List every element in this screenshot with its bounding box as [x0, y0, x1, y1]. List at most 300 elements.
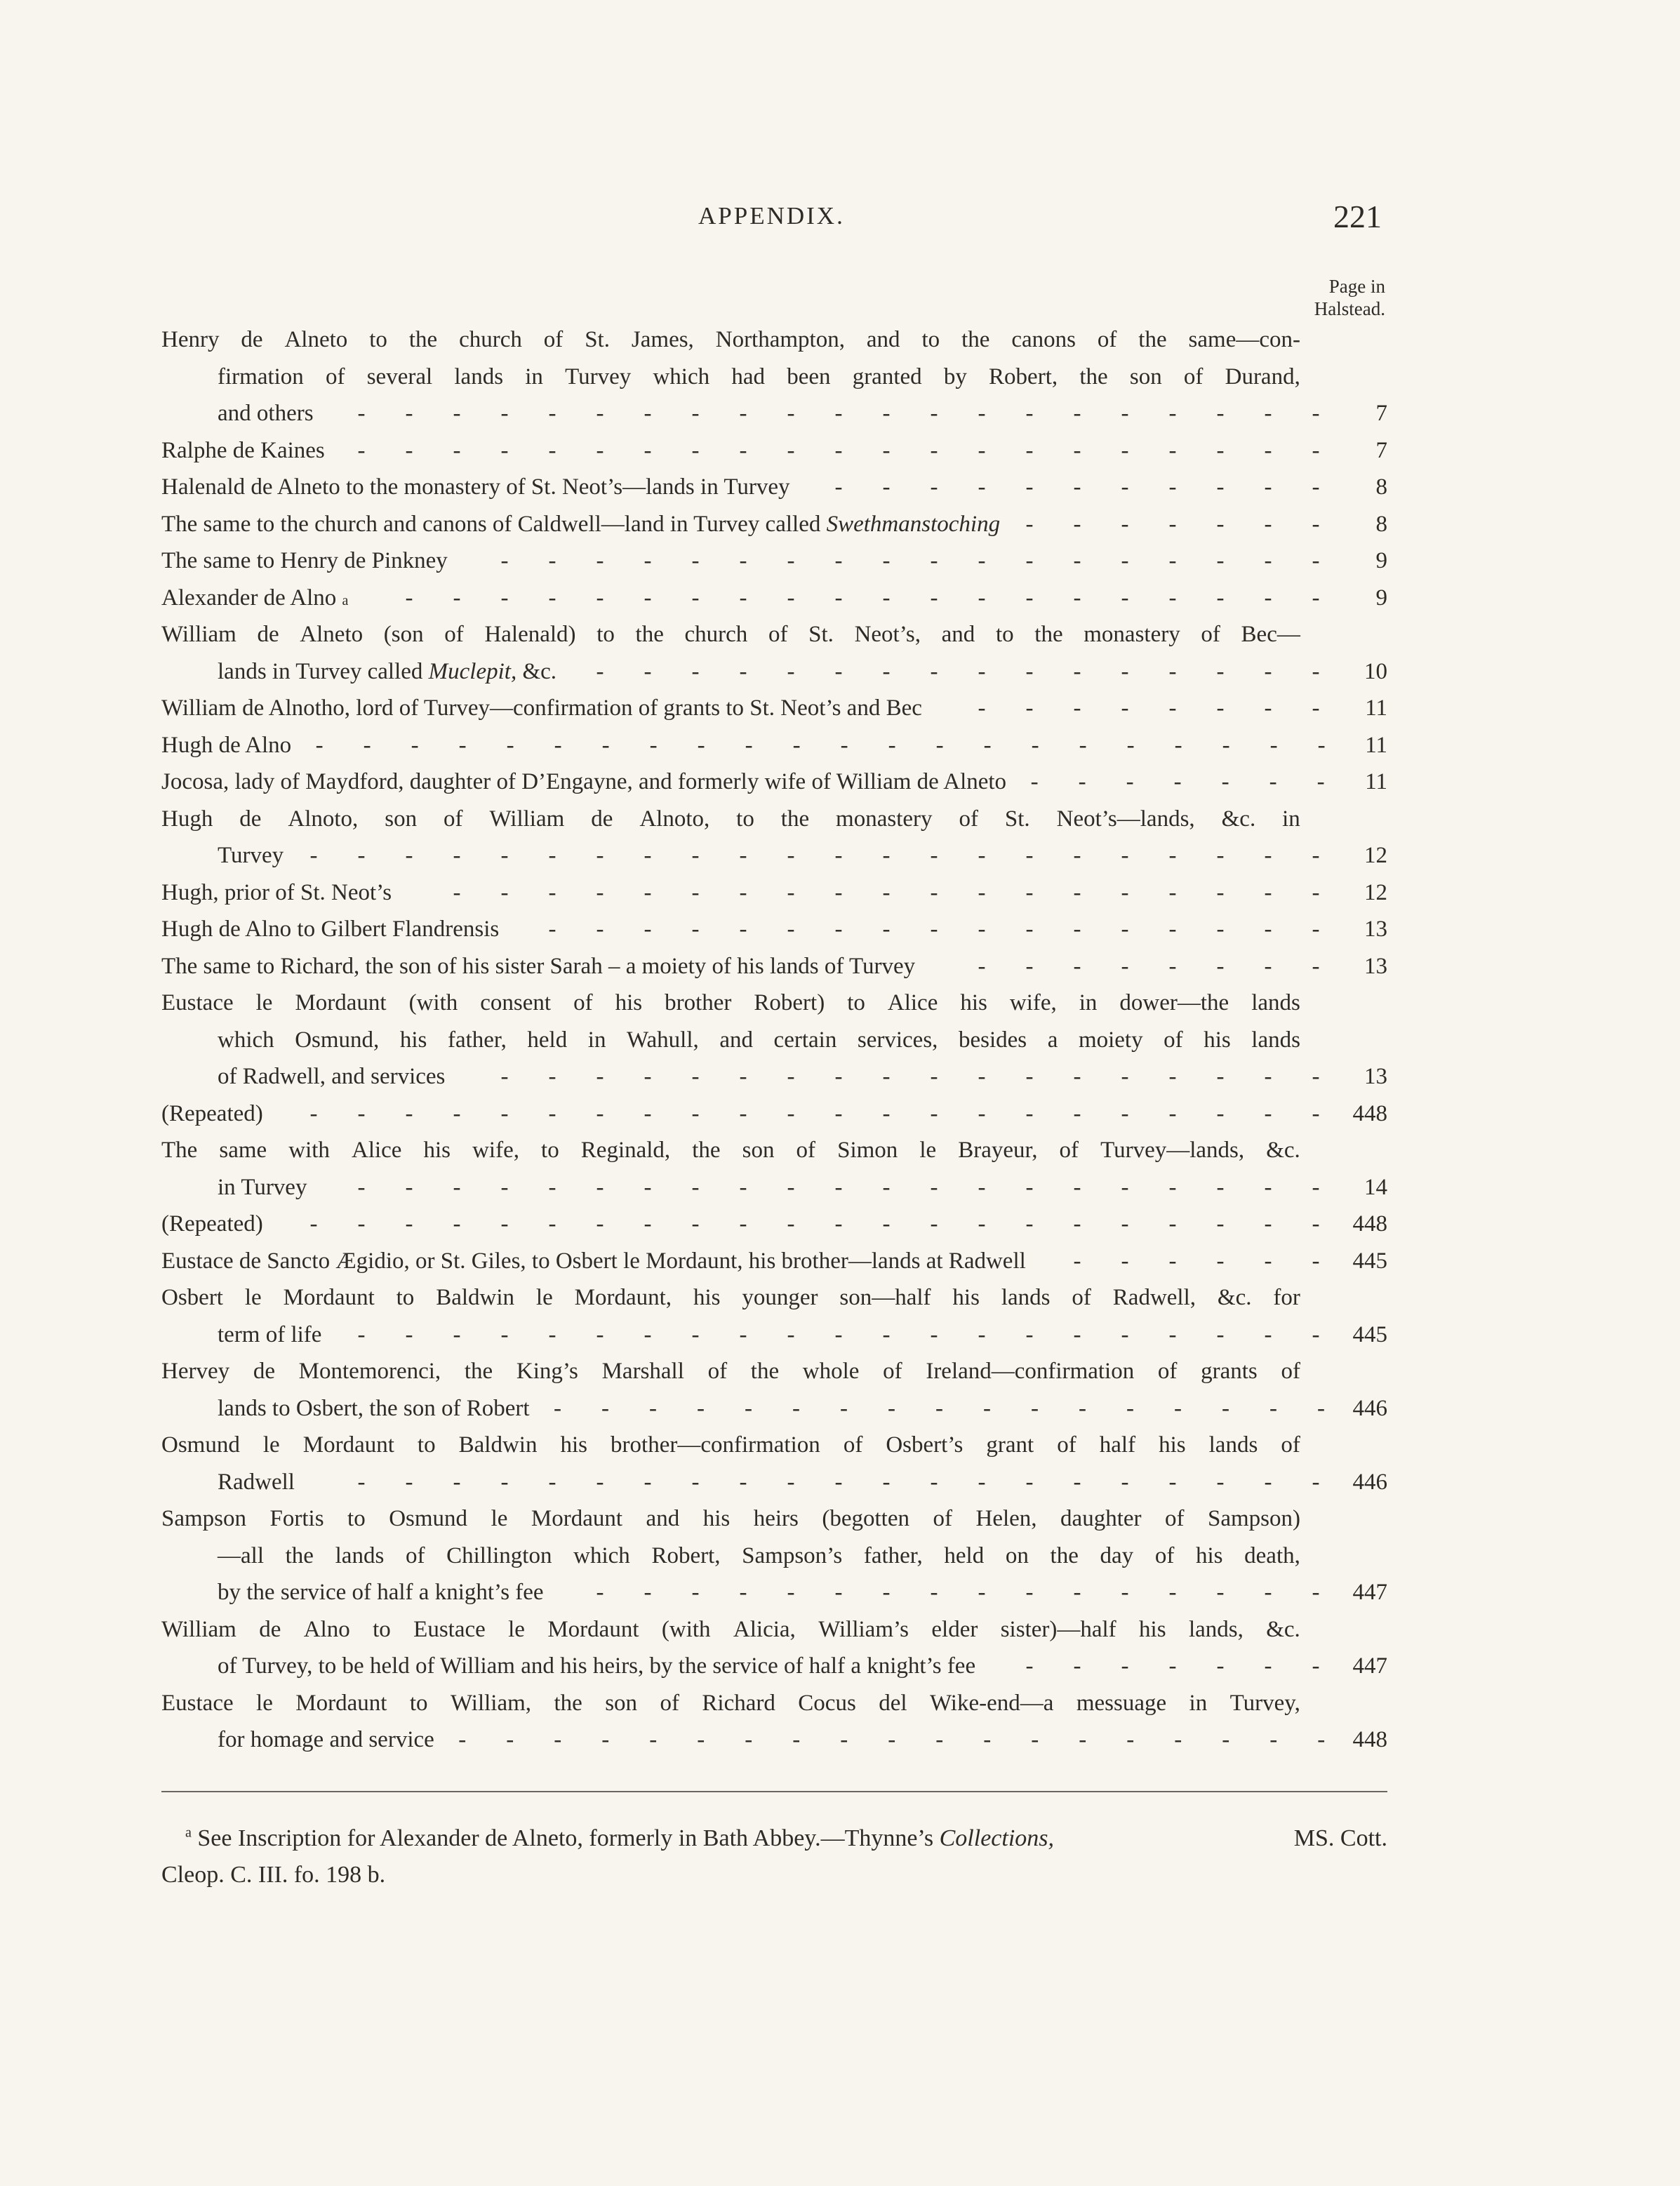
page-reference: 447	[1352, 1580, 1387, 1605]
entry-word: the	[464, 1359, 493, 1384]
index-entry	[161, 432, 1387, 469]
index-entry	[161, 542, 1387, 580]
entry-word: of	[1183, 364, 1204, 389]
entry-word: father,	[863, 1542, 923, 1568]
page-reference: 445	[1352, 1321, 1387, 1347]
entry-word: death,	[1244, 1542, 1300, 1568]
entry-word: which	[218, 1027, 274, 1053]
entry-word: monastery	[836, 806, 933, 832]
entry-line	[161, 690, 1387, 727]
entry-word: Helen,	[975, 1506, 1037, 1531]
entry-word: and	[646, 1506, 680, 1531]
entry-line	[161, 1132, 1387, 1169]
entry-line	[161, 1427, 1387, 1464]
index-entry	[161, 506, 1387, 543]
entry-word: the	[635, 622, 664, 647]
entry-word: Mordaunt	[295, 1690, 387, 1716]
entry-text: Alexander de Alno	[161, 585, 337, 611]
page-header	[0, 198, 1680, 240]
dot-leader: - - - - - - - - - - - - - - - -	[596, 658, 1320, 684]
entry-word: to	[541, 1138, 559, 1163]
page-reference: 12	[1364, 843, 1387, 868]
entry-word: the	[408, 327, 438, 352]
entry-line	[161, 1721, 1387, 1759]
entry-word: The	[161, 1138, 198, 1163]
entry-word: of	[1072, 1285, 1091, 1310]
entry-word: wife,	[472, 1138, 519, 1163]
entry-word: in	[1282, 806, 1300, 832]
entry-word: younger	[742, 1285, 818, 1310]
entry-word: and	[941, 622, 975, 647]
entry-word: Marshall	[601, 1359, 684, 1384]
entry-word: lands	[454, 364, 504, 389]
entry-word: to	[396, 1285, 415, 1310]
page-reference: 447	[1352, 1653, 1387, 1679]
entry-word: de	[239, 806, 262, 832]
entry-word: Cocus	[798, 1690, 856, 1716]
page-reference: 446	[1352, 1469, 1387, 1495]
entry-word: James,	[631, 327, 694, 352]
entry-text: Halenald de Alneto to the monastery of St. Neot’s—lands in Turvey	[161, 474, 790, 500]
entry-word: Neot’s—lands,	[1056, 806, 1195, 832]
entry-word: the	[750, 1359, 780, 1384]
entry-word: his	[1195, 1542, 1223, 1568]
entry-word: brother—confirmation	[611, 1432, 820, 1458]
entry-line	[161, 1169, 1387, 1206]
dot-leader: - - - - - - - - - - - - - - - - - - - - -	[357, 1174, 1320, 1200]
entry-word: son	[1129, 364, 1162, 389]
entry-line	[161, 506, 1387, 543]
entry-text: The same to the church and canons of Caldwell—land in Turvey called	[161, 511, 821, 537]
entry-word: of	[1164, 1027, 1183, 1053]
entry-word: his	[693, 1285, 721, 1310]
entry-word: le	[244, 1285, 262, 1310]
index-entry	[161, 985, 1387, 1095]
index-entry	[161, 690, 1387, 727]
entry-text: Turvey	[218, 843, 284, 868]
entry-word: lands	[1251, 1027, 1300, 1053]
entry-word: Sampson	[161, 1506, 247, 1531]
entry-word: firmation	[218, 364, 304, 389]
entry-word: his	[952, 1285, 980, 1310]
entry-word: of	[1157, 1359, 1178, 1384]
index-entry	[161, 1611, 1387, 1685]
entry-line	[161, 1500, 1387, 1538]
entry-word: and	[719, 1027, 753, 1053]
entry-word: whole	[802, 1359, 860, 1384]
dot-leader: - - - - - - - - - - - - - - - - - - -	[453, 879, 1320, 905]
page-reference: 448	[1352, 1727, 1387, 1752]
index-entry	[161, 911, 1387, 948]
entry-word: to	[409, 1690, 428, 1716]
entry-line	[161, 1538, 1387, 1575]
dot-leader: - - - - - - -	[1025, 1653, 1320, 1679]
dot-leader: - - - - - - - - - - - - - - - -	[596, 1580, 1320, 1605]
entry-word: Alicia,	[733, 1616, 796, 1642]
page-reference: 8	[1375, 511, 1387, 537]
entry-word: William	[161, 1616, 236, 1642]
index-entry	[161, 469, 1387, 506]
entry-line	[161, 1648, 1387, 1685]
dot-leader: - - - - - - - - - - - - - - - - - - - - -	[357, 401, 1320, 426]
entry-word: Northampton,	[715, 327, 845, 352]
entry-word: held	[527, 1027, 568, 1053]
entry-word: de	[259, 1616, 281, 1642]
entry-word: of	[660, 1690, 679, 1716]
entry-word: Neot’s,	[854, 622, 921, 647]
entry-word: the	[1050, 1542, 1079, 1568]
entry-text: The same to Henry de Pinkney	[161, 548, 448, 573]
entry-word: father,	[447, 1027, 507, 1053]
entry-word: held	[944, 1542, 985, 1568]
entry-word: granted	[852, 364, 922, 389]
running-title: APPENDIX.	[698, 202, 845, 229]
entry-word: Wike-end—a	[929, 1690, 1054, 1716]
entry-word: Baldwin	[458, 1432, 538, 1458]
entry-word: Turvey,	[1229, 1690, 1300, 1716]
footnote-italic: Collections,	[939, 1825, 1055, 1851]
entry-word: in	[1079, 990, 1098, 1015]
entry-word: half	[1099, 1432, 1136, 1458]
page-number: 221	[1333, 199, 1382, 234]
index-entry	[161, 1427, 1387, 1500]
entry-word: a	[1047, 1027, 1058, 1053]
entry-word: Chillington	[446, 1542, 552, 1568]
entry-word: grants	[1201, 1359, 1258, 1384]
entry-word: (begotten	[822, 1506, 909, 1531]
entry-word: son—half	[839, 1285, 931, 1310]
entry-word: the	[780, 806, 810, 832]
entry-word: of	[1201, 622, 1220, 647]
entry-text: of Radwell, and services	[218, 1064, 446, 1089]
entry-line	[161, 1611, 1387, 1648]
entry-word: to	[596, 622, 615, 647]
index-entry	[161, 874, 1387, 912]
index-entry	[161, 1685, 1387, 1759]
dot-leader: - - - - - - - - - - - - - - - - - -	[500, 548, 1320, 573]
dot-leader: - - - - - - - - - - - - - - - - - -	[500, 1064, 1320, 1089]
entry-word: which	[573, 1542, 630, 1568]
dot-leader: - - - - - - - - - - - - - - - - - - - - -	[357, 437, 1320, 463]
entry-word: daughter	[1060, 1506, 1142, 1531]
index-entries	[161, 321, 1387, 1759]
entry-text: Hugh de Alno to Gilbert Flandrensis	[161, 917, 500, 942]
entry-word: services,	[857, 1027, 938, 1053]
entry-word: in	[587, 1027, 606, 1053]
entry-word: to	[417, 1432, 436, 1458]
page-reference: 8	[1375, 474, 1387, 500]
entry-word: Robert,	[651, 1542, 721, 1568]
entry-word: of	[1154, 1542, 1175, 1568]
entry-line	[161, 874, 1387, 912]
index-entry	[161, 1132, 1387, 1206]
entry-word: sister)—half	[1000, 1616, 1116, 1642]
entry-word: Halenald)	[484, 622, 576, 647]
page-reference: 9	[1375, 585, 1387, 611]
entry-text: Jocosa, lady of Maydford, daughter of D’Engayne, and formerly wife of William de Alneto	[161, 769, 1007, 794]
entry-word: of	[933, 1506, 952, 1531]
entry-word: of	[883, 1359, 902, 1384]
entry-line	[161, 616, 1387, 653]
entry-word: Mordaunt,	[574, 1285, 672, 1310]
entry-word: William,	[450, 1690, 532, 1716]
entry-word: to	[373, 1616, 391, 1642]
entry-line	[161, 1022, 1387, 1059]
entry-word: of	[796, 1138, 816, 1163]
footnote-text-after: MS. Cott.	[1293, 1825, 1387, 1851]
index-entry	[161, 1095, 1387, 1133]
entry-word: the	[1034, 622, 1063, 647]
entry-word: lands	[1251, 990, 1300, 1015]
entry-word: certain	[773, 1027, 837, 1053]
entry-line	[161, 1206, 1387, 1243]
entry-word: his	[615, 990, 643, 1015]
entry-word: (with	[408, 990, 458, 1015]
entry-text: in Turvey	[218, 1174, 307, 1200]
entry-word: son	[742, 1138, 775, 1163]
entry-text: lands in Turvey called	[218, 658, 423, 684]
entry-word: in	[525, 364, 543, 389]
entry-word: de	[241, 327, 263, 352]
entry-word: lands	[1001, 1285, 1051, 1310]
page-reference: 10	[1364, 658, 1387, 684]
entry-word: the	[961, 327, 990, 352]
entry-word: Richard	[702, 1690, 775, 1716]
page-reference: 12	[1364, 879, 1387, 905]
entry-word: Reginald,	[580, 1138, 671, 1163]
entry-word: Robert)	[754, 990, 825, 1015]
entry-word: William’s	[818, 1616, 909, 1642]
entry-word: his	[702, 1506, 731, 1531]
entry-word: Osmund	[161, 1432, 240, 1458]
entry-word: his	[960, 990, 987, 1015]
entry-word: messuage	[1076, 1690, 1167, 1716]
entry-word: Simon	[837, 1138, 898, 1163]
entry-word: his	[1204, 1027, 1231, 1053]
index-entry	[161, 580, 1387, 617]
entry-word: of	[1097, 327, 1117, 352]
page-reference: 11	[1365, 732, 1387, 758]
footnote-rule	[161, 1791, 1387, 1792]
entry-word: the	[692, 1138, 721, 1163]
page-reference: 446	[1352, 1395, 1387, 1421]
entry-line	[161, 653, 1387, 691]
column-heading-line: Page in	[1328, 276, 1385, 297]
entry-text: term of life	[218, 1321, 322, 1347]
entry-word: de	[591, 806, 613, 832]
entry-word: le	[535, 1285, 553, 1310]
entry-word: been	[787, 364, 831, 389]
entry-text: Hugh, prior of St. Neot’s	[161, 879, 392, 905]
entry-line	[161, 321, 1387, 359]
index-entry	[161, 948, 1387, 985]
entry-word: Fortis	[269, 1506, 324, 1531]
entry-text: Radwell	[218, 1469, 295, 1495]
entry-text: (Repeated)	[161, 1211, 263, 1237]
entry-word: Osmund	[389, 1506, 468, 1531]
entry-word: of	[543, 327, 564, 352]
dot-leader: - - - - - - - - - - - - - - - - - - - -	[405, 585, 1320, 611]
dot-leader: - - - - - - - - - - - - - - - - - - - - - -	[315, 732, 1326, 758]
entry-word: his	[399, 1027, 427, 1053]
entry-word: lands,	[1188, 1616, 1244, 1642]
entry-line	[161, 985, 1387, 1022]
entry-word: Osbert	[161, 1285, 223, 1310]
index-entry	[161, 1500, 1387, 1611]
entry-word: Eustace	[161, 1690, 234, 1716]
entry-word: Mordaunt	[295, 990, 387, 1015]
page-reference: 7	[1375, 437, 1387, 463]
entry-line	[161, 469, 1387, 506]
entry-word: —all	[218, 1542, 264, 1568]
dot-leader: - - - - - - - - - - - - - - - - -	[548, 917, 1320, 942]
index-entry	[161, 727, 1387, 764]
entry-italic: Swethmanstoching	[826, 511, 1001, 537]
entry-line	[161, 948, 1387, 985]
dot-leader: - - - - - - - - - - - - - - - - - - - - - -	[309, 1211, 1320, 1237]
entry-text: Ralphe de Kaines	[161, 437, 325, 463]
entry-line	[161, 542, 1387, 580]
entry-word: day	[1100, 1542, 1134, 1568]
entry-line	[161, 432, 1387, 469]
entry-word: consent	[480, 990, 552, 1015]
entry-word: Alneto	[300, 622, 364, 647]
entry-word: Hugh	[161, 806, 213, 832]
entry-word: dower—the	[1119, 990, 1229, 1015]
entry-word: Sampson)	[1208, 1506, 1300, 1531]
entry-word: elder	[931, 1616, 978, 1642]
entry-word: King’s	[516, 1359, 578, 1384]
entry-text: of Turvey, to be held of William and his heirs, by the service of half a knight’s fee	[218, 1653, 976, 1679]
entry-italic: Muclepit,	[428, 658, 517, 684]
entry-word: of	[573, 990, 593, 1015]
entry-line	[161, 395, 1387, 432]
entry-word: in	[1189, 1690, 1208, 1716]
entry-word: Ireland—confirmation	[926, 1359, 1135, 1384]
footnote-text: See Inscription for Alexander de Alneto, formerly in Bath Abbey.—Thynne’s	[197, 1825, 934, 1851]
dot-leader: - - - - - -	[1073, 1248, 1320, 1274]
entry-word: Osmund,	[295, 1027, 380, 1053]
entry-word: to	[347, 1506, 366, 1531]
entry-line	[161, 911, 1387, 948]
page-reference: 445	[1352, 1248, 1387, 1274]
entry-word: church	[459, 327, 522, 352]
entry-word: of	[405, 1542, 425, 1568]
index-entry	[161, 1243, 1387, 1280]
entry-word: William	[161, 622, 236, 647]
dot-leader: - - - - - - - -	[978, 695, 1320, 721]
entry-word: besides	[959, 1027, 1027, 1053]
entry-text: (Repeated)	[161, 1100, 263, 1126]
entry-word: Montemorenci,	[298, 1359, 441, 1384]
entry-word: the	[1138, 327, 1167, 352]
entry-word: to	[847, 990, 865, 1015]
entry-word: Bec—	[1241, 622, 1300, 647]
entry-word: (with	[661, 1616, 711, 1642]
page-reference: 9	[1375, 548, 1387, 573]
dot-leader: - - - - - - - - - - - - - - - - -	[554, 1395, 1326, 1421]
entry-word: (son	[383, 622, 424, 647]
entry-line: Alexander de Alno a - - - - - - - - - - - - - - - - - - - - 9	[161, 580, 1387, 617]
entry-line	[161, 1058, 1387, 1095]
entry-word: to	[921, 327, 940, 352]
entry-word: le	[255, 990, 273, 1015]
entry-word: moiety	[1078, 1027, 1143, 1053]
entry-line	[161, 1243, 1387, 1280]
entry-word: son	[605, 1690, 638, 1716]
entry-word: St.	[808, 622, 834, 647]
entry-word: Alice	[351, 1138, 402, 1163]
entry-word: Alnoto,	[288, 806, 359, 832]
page-reference: 7	[1375, 401, 1387, 426]
entry-line	[161, 764, 1387, 801]
entry-word: grant	[986, 1432, 1034, 1458]
entry-word: of	[1281, 1432, 1300, 1458]
dot-leader: - - - - - - -	[1025, 511, 1320, 537]
entry-word: William	[489, 806, 565, 832]
entry-word: same	[219, 1138, 267, 1163]
entry-word: heirs	[753, 1506, 799, 1531]
entry-word: and	[866, 327, 900, 352]
entry-word: his	[423, 1138, 451, 1163]
entry-word: St.	[585, 327, 610, 352]
entry-line	[161, 1685, 1387, 1722]
entry-line	[161, 1464, 1387, 1501]
entry-word: of	[444, 806, 463, 832]
entry-word: to	[995, 622, 1014, 647]
entry-line	[161, 359, 1387, 396]
entry-word: Radwell,	[1112, 1285, 1196, 1310]
entry-line	[161, 1353, 1387, 1390]
page-reference: 11	[1365, 695, 1387, 721]
entry-word: Brayeur,	[958, 1138, 1038, 1163]
entry-word: church	[684, 622, 748, 647]
entry-word: of	[444, 622, 464, 647]
entry-word: lands	[335, 1542, 385, 1568]
entry-word: Hervey	[161, 1359, 230, 1384]
entry-word: son	[385, 806, 418, 832]
entry-text: by the service of half a knight’s fee	[218, 1580, 544, 1605]
dot-leader: - - - - - - - - - - - - - - - - - - - - - -	[309, 843, 1320, 868]
entry-word: Mordaunt	[531, 1506, 623, 1531]
entry-word: of	[768, 622, 788, 647]
entry-suffix: &c.	[516, 658, 557, 684]
entry-word: lands	[1208, 1432, 1258, 1458]
entry-word: of	[1165, 1506, 1185, 1531]
entry-word: brother	[665, 990, 732, 1015]
entry-word: the	[1079, 364, 1108, 389]
entry-word: Mordaunt	[302, 1432, 394, 1458]
entry-word: Durand,	[1225, 364, 1300, 389]
entry-word: Turvey	[565, 364, 632, 389]
index-entry	[161, 764, 1387, 801]
entry-word: by	[943, 364, 967, 389]
footnote-line-2: Cleop. C. III. fo. 198 b.	[161, 1862, 386, 1888]
entry-word: del	[879, 1690, 907, 1716]
entry-word: Eustace	[161, 990, 234, 1015]
index-entry	[161, 1353, 1387, 1427]
entry-text: Eustace de Sancto Ægidio, or St. Giles, to Osbert le Mordaunt, his brother—lands at Radwell	[161, 1248, 1026, 1274]
entry-word: several	[366, 364, 433, 389]
entry-word: Robert,	[989, 364, 1058, 389]
entry-word: monastery	[1084, 622, 1180, 647]
entry-word: his	[1159, 1432, 1186, 1458]
entry-line	[161, 1279, 1387, 1317]
entry-line	[161, 801, 1387, 838]
column-heading	[1314, 275, 1385, 320]
entry-word: to	[736, 806, 754, 832]
page-reference: 448	[1352, 1100, 1387, 1126]
